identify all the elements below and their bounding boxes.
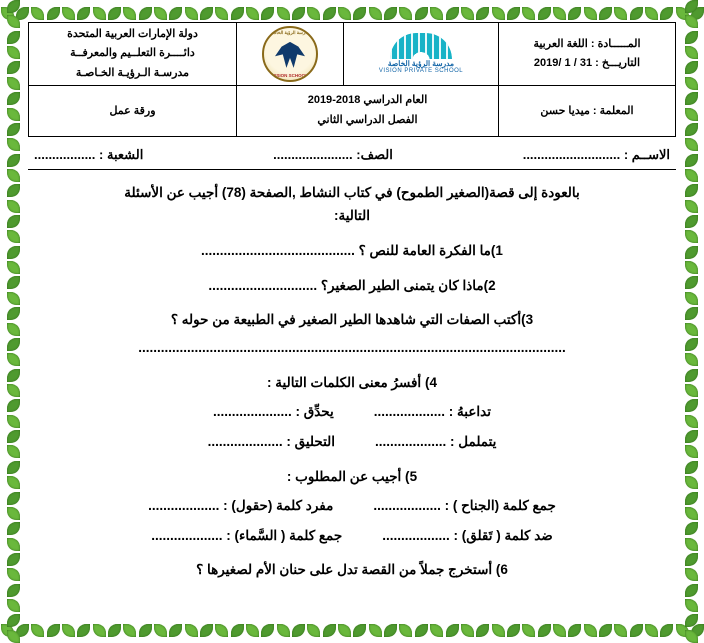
question-5-pair-row-1 (36, 493, 668, 519)
leaf-icon (685, 399, 698, 412)
student-class-field[interactable] (273, 147, 393, 163)
leaf-icon (7, 0, 20, 13)
leaf-icon (139, 7, 152, 20)
leaf-icon (7, 415, 20, 428)
q4-item-3[interactable]: يتململ : ................... (375, 433, 497, 449)
leaf-icon (200, 624, 213, 637)
leaf-icon (7, 230, 20, 243)
leaf-icon (645, 7, 658, 20)
leaf-icon (369, 624, 382, 637)
leaf-icon (538, 624, 551, 637)
leaf-icon (231, 624, 244, 637)
emblem-cell (237, 23, 344, 86)
leaf-icon (292, 7, 305, 20)
leaf-icon (353, 7, 366, 20)
leaf-icon (246, 624, 259, 637)
school-logo-cell (344, 23, 499, 86)
leaf-icon (7, 614, 20, 627)
leaf-icon (614, 7, 627, 20)
leaf-icon (446, 7, 459, 20)
leaf-icon (685, 492, 698, 505)
leaf-icon (676, 7, 689, 20)
teacher-cell: المعلمة : ميديا حسن (499, 85, 676, 136)
leaf-icon (31, 7, 44, 20)
leaf-icon (261, 624, 274, 637)
leaf-icon (7, 46, 20, 59)
leaf-icon (685, 568, 698, 581)
leaf-icon (446, 624, 459, 637)
instructions (36, 180, 668, 229)
leaf-icon (691, 624, 704, 637)
leaf-icon (93, 7, 106, 20)
leaf-icon (685, 338, 698, 351)
leaf-icon (277, 7, 290, 20)
leaf-icon (685, 307, 698, 320)
leaf-icon (685, 630, 698, 643)
leaf-icon (685, 0, 698, 13)
leaf-icon (7, 461, 20, 474)
leaf-icon (685, 353, 698, 366)
leaf-icon (568, 624, 581, 637)
leaf-icon (415, 624, 428, 637)
leaf-icon (261, 7, 274, 20)
leaf-icon (7, 369, 20, 382)
student-section-label: الشعبة : (99, 146, 144, 162)
leaf-icon (461, 624, 474, 637)
leaf-icon (685, 123, 698, 136)
question-3-text: 3)أكتب الصفات التي شاهدها الطير الصغير في الطبيعة من حوله ؟ (170, 312, 534, 328)
leaf-icon (16, 7, 29, 20)
leaf-icon (200, 7, 213, 20)
question-5-pair-row-2 (36, 523, 668, 549)
leaf-icon (7, 123, 20, 136)
ministry-line-3: مدرسـة الـرؤيـة الخـاصـة (75, 66, 190, 79)
falcon-icon (275, 42, 305, 68)
student-name-dots: ........................... (522, 146, 621, 162)
leaf-icon (685, 169, 698, 182)
leaf-icon (7, 92, 20, 105)
ministry-line-2: دائــــرة التعلــيم والمعرفــة (70, 47, 195, 60)
leaf-icon (685, 553, 698, 566)
leaf-icon (685, 292, 698, 305)
q5-item-1[interactable]: جمع كلمة (الجناح ) : .................. (373, 498, 556, 514)
leaf-icon (685, 369, 698, 382)
header-table (28, 22, 676, 137)
leaf-icon (492, 624, 505, 637)
leaf-icon (7, 108, 20, 121)
leaf-icon (7, 184, 20, 197)
leaf-icon (7, 261, 20, 274)
leaf-icon (307, 7, 320, 20)
leaf-icon (47, 624, 60, 637)
question-4-pair-row-1 (36, 399, 668, 425)
leaf-icon (660, 624, 673, 637)
leaf-icon (7, 307, 20, 320)
leaf-icon (185, 7, 198, 20)
leaf-icon (7, 323, 20, 336)
emblem-bottom-text: VISION SCHOOL (272, 72, 308, 78)
leaf-icon (384, 7, 397, 20)
leaf-icon (169, 624, 182, 637)
leaf-icon (7, 445, 20, 458)
leaf-icon (7, 430, 20, 443)
leaf-icon (685, 507, 698, 520)
student-section-dots: ................. (34, 146, 96, 162)
leaf-icon (7, 399, 20, 412)
leaf-icon (123, 7, 136, 20)
leaf-icon (7, 476, 20, 489)
leaf-icon (685, 154, 698, 167)
leaf-icon (338, 624, 351, 637)
leaf-icon (215, 7, 228, 20)
leaf-icon (7, 492, 20, 505)
question-1[interactable]: 1)ما الفكرة العامة للنص ؟ ......................................... (201, 243, 503, 259)
leaf-icon (685, 614, 698, 627)
leaf-icon (685, 92, 698, 105)
q5-item-3[interactable]: ضد كلمة ( تَقلق) : .................. (382, 527, 553, 543)
leaf-icon (685, 445, 698, 458)
q5-item-4[interactable]: جمع كلمة ( السَّماء) : ................... (151, 527, 343, 543)
q4-item-1[interactable]: تداعبهُ : ................... (373, 404, 492, 420)
leaf-icon (685, 246, 698, 259)
leaf-icon (62, 7, 75, 20)
leaf-icon (1, 7, 14, 20)
leaf-icon (47, 7, 60, 20)
school-emblem-icon (262, 26, 318, 82)
leaf-icon (685, 184, 698, 197)
leaf-icon (154, 624, 167, 637)
leaf-icon (685, 599, 698, 612)
leaf-icon (584, 624, 597, 637)
leaf-icon (154, 7, 167, 20)
leaf-icon (685, 15, 698, 28)
leaf-icon (685, 61, 698, 74)
leaf-icon (685, 77, 698, 90)
leaf-icon (7, 630, 20, 643)
leaf-icon (685, 384, 698, 397)
leaf-icon (7, 61, 20, 74)
leaf-icon (139, 624, 152, 637)
academic-year-cell (237, 85, 499, 136)
leaf-icon (685, 261, 698, 274)
school-logo-arabic: مدرسة الرؤية الخاصة (387, 58, 455, 68)
leaf-icon (399, 624, 412, 637)
subject-date-cell (499, 23, 676, 86)
student-section-field[interactable] (34, 147, 143, 163)
leaf-icon (685, 461, 698, 474)
leaf-icon (108, 7, 121, 20)
leaf-icon (507, 624, 520, 637)
leaf-icon (676, 624, 689, 637)
student-class-label: الصف: (356, 146, 393, 162)
leaf-icon (93, 624, 106, 637)
leaf-icon (7, 568, 20, 581)
leaf-icon (215, 624, 228, 637)
leaf-icon (7, 538, 20, 551)
leaf-icon (614, 624, 627, 637)
leaf-icon (553, 7, 566, 20)
emblem-top-text: مدرسة الرؤية الخاصة (270, 29, 310, 35)
leaf-icon (476, 7, 489, 20)
leaf-icon (7, 553, 20, 566)
leaf-icon (685, 108, 698, 121)
leaf-icon (1, 624, 14, 637)
question-3-answer-line: .................................................................................................................. (138, 339, 566, 355)
header-row-1 (29, 23, 676, 86)
header-divider (28, 169, 676, 170)
leaf-icon (77, 7, 90, 20)
leaf-icon (685, 138, 698, 151)
leaf-icon (7, 338, 20, 351)
leaf-icon (415, 7, 428, 20)
leaf-icon (522, 7, 535, 20)
leaf-icon (77, 624, 90, 637)
leaf-icon (292, 624, 305, 637)
leaf-icon (584, 7, 597, 20)
date-label: التاريـــخ : 31 / 1 /2019 (533, 56, 641, 69)
leaf-icon (323, 624, 336, 637)
leaf-icon (685, 415, 698, 428)
leaf-icon (108, 624, 121, 637)
leaf-icon (430, 7, 443, 20)
leaf-icon (685, 46, 698, 59)
leaf-icon (185, 624, 198, 637)
q4-item-4[interactable]: التحليق : .................... (207, 433, 336, 449)
student-name-label: الاســم : (623, 146, 670, 162)
leaf-icon (231, 7, 244, 20)
ministry-line-1: دولة الإمارات العربية المتحدة (67, 28, 198, 40)
leaf-icon (599, 624, 612, 637)
leaf-icon (430, 624, 443, 637)
leaf-icon (7, 353, 20, 366)
leaf-icon (492, 7, 505, 20)
leaf-icon (7, 584, 20, 597)
leaf-icon (599, 7, 612, 20)
leaf-icon (62, 624, 75, 637)
leaf-icon (645, 624, 658, 637)
leaf-icon (685, 323, 698, 336)
leaf-icon (384, 624, 397, 637)
leaf-icon (538, 7, 551, 20)
leaf-icon (630, 7, 643, 20)
leaf-icon (7, 384, 20, 397)
leaf-icon (7, 169, 20, 182)
leaf-icon (7, 77, 20, 90)
leaf-icon (7, 599, 20, 612)
leaf-icon (685, 522, 698, 535)
leaf-icon (399, 7, 412, 20)
leaf-icon (277, 624, 290, 637)
leaf-icon (553, 624, 566, 637)
question-4-pair-row-2 (36, 429, 668, 455)
question-5: 5) أجيب عن المطلوب : (286, 468, 418, 484)
leaf-icon (369, 7, 382, 20)
question-6[interactable]: 6) أستخرج جملاً من القصة تدل على حنان الأم لصغيرها ؟ (196, 562, 508, 578)
leaf-icon (685, 538, 698, 551)
ministry-cell (29, 23, 237, 86)
worksheet-title-cell: ورقة عمل (29, 85, 237, 136)
fan-logo-icon (390, 33, 452, 59)
leaf-icon (7, 276, 20, 289)
question-3[interactable] (36, 307, 668, 360)
leaf-icon (353, 624, 366, 637)
leaf-icon (7, 215, 20, 228)
leaf-icon (7, 200, 20, 213)
leaf-icon (461, 7, 474, 20)
leaf-icon (507, 7, 520, 20)
leaf-icon (685, 584, 698, 597)
academic-year-line-1: العام الدراسي 2018-2019 (307, 93, 428, 106)
leaf-icon (7, 292, 20, 305)
leaf-icon (685, 276, 698, 289)
leaf-icon (7, 15, 20, 28)
academic-year-line-2: الفصل الدراسي الثاني (317, 113, 418, 126)
leaf-icon (7, 522, 20, 535)
instructions-line-2: التالية: (334, 208, 370, 224)
leaf-icon (685, 430, 698, 443)
leaf-icon (568, 7, 581, 20)
leaf-icon (685, 215, 698, 228)
leaf-icon (7, 138, 20, 151)
leaf-icon (16, 624, 29, 637)
q5-item-2[interactable]: مفرد كلمة (حقول) : ................... (148, 498, 334, 514)
student-info-row (28, 147, 676, 163)
question-4: 4) أفسرُ معنى الكلمات التالية : (267, 374, 437, 390)
leaf-icon (691, 7, 704, 20)
leaf-icon (630, 624, 643, 637)
leaf-icon (323, 7, 336, 20)
leaf-icon (123, 624, 136, 637)
leaf-icon (522, 624, 535, 637)
leaf-icon (169, 7, 182, 20)
leaf-icon (685, 200, 698, 213)
questions-body (28, 180, 676, 583)
document-content (28, 22, 676, 622)
leaf-icon (307, 624, 320, 637)
leaf-icon (7, 154, 20, 167)
header-row-2 (29, 85, 676, 136)
leaf-icon (7, 507, 20, 520)
leaf-icon (685, 31, 698, 44)
leaf-icon (338, 7, 351, 20)
leaf-icon (31, 624, 44, 637)
leaf-icon (7, 31, 20, 44)
leaf-icon (660, 7, 673, 20)
school-logo-english: VISION PRIVATE SCHOOL (378, 67, 464, 74)
student-class-dots: ...................... (273, 146, 353, 162)
student-name-field[interactable] (523, 147, 670, 163)
q4-item-2[interactable]: يحدِّق : ..................... (212, 404, 334, 420)
school-logo (379, 33, 463, 74)
leaf-icon (685, 476, 698, 489)
leaf-icon (476, 624, 489, 637)
leaf-icon (7, 246, 20, 259)
instructions-line-1: بالعودة إلى قصة(الصغير الطموح) في كتاب النشاط ,الصفحة (78) أجيب عن الأسئلة (124, 184, 580, 200)
leaf-icon (685, 230, 698, 243)
leaf-icon (246, 7, 259, 20)
question-2[interactable]: 2)ماذا كان يتمنى الطير الصغير؟ ............................. (208, 277, 496, 293)
subject-label: المـــــادة : اللغة العربية (533, 38, 641, 51)
